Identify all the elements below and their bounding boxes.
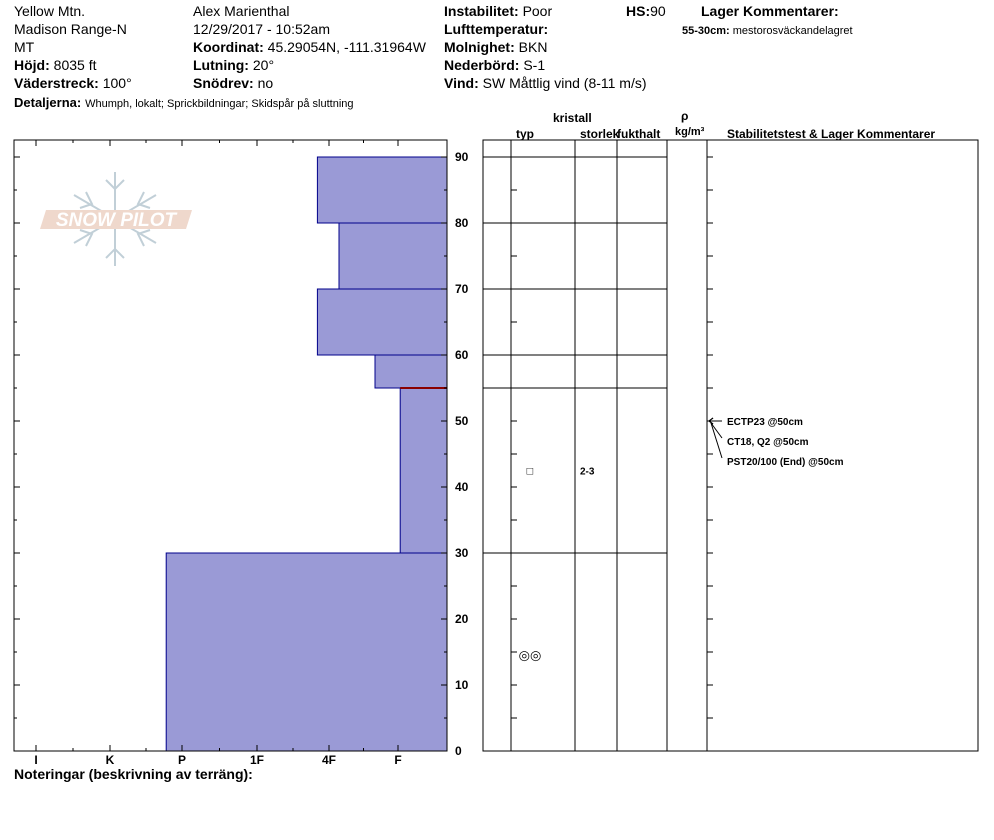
wind-value: SW Måttlig vind (8-11 m/s) — [482, 75, 647, 91]
instability-value: Poor — [522, 3, 553, 19]
drift-label: Snödrev: — [193, 75, 254, 91]
crystal-header: kristall — [553, 111, 592, 125]
x-tick-label: I — [34, 753, 38, 767]
y-tick-label: 0 — [455, 744, 462, 758]
details-value: Whumph, lokalt; Sprickbildningar; Skidspår på sluttning — [85, 98, 354, 110]
hardness-layer — [317, 157, 447, 223]
y-tick-label: 80 — [455, 216, 469, 230]
y-tick-label: 40 — [455, 480, 469, 494]
hardness-layer — [400, 388, 447, 553]
elevation-label: Höjd: — [14, 57, 50, 73]
terrain-notes-label: Noteringar (beskrivning av terräng): — [14, 766, 253, 782]
layer-comment-range: 55-30cm: — [682, 25, 730, 37]
stability-test-label: CT18, Q2 @50cm — [727, 437, 809, 448]
size-header: storlek — [580, 127, 620, 141]
x-tick-label: F — [394, 753, 402, 767]
mountain-range: Madison Range-N — [14, 21, 127, 37]
slope-label: Lutning: — [193, 57, 249, 73]
grain-type-symbol: □ — [526, 465, 534, 478]
stability-test-leader — [711, 423, 722, 438]
hs-label: HS: — [626, 3, 651, 19]
cloud-label: Molnighet: — [444, 39, 515, 55]
rho-header: ρ — [681, 109, 689, 123]
coord-label: Koordinat: — [193, 39, 264, 55]
aspect-value: 100° — [102, 75, 132, 91]
moisture-header: fukthalt — [617, 127, 661, 141]
observer: Alex Marienthal — [193, 3, 290, 19]
instability-label: Instabilitet: — [444, 3, 519, 19]
hardness-layer — [339, 223, 447, 289]
wind-label: Vind: — [444, 75, 479, 91]
temp-label: Lufttemperatur: — [444, 21, 549, 37]
layer-comments-heading: Lager Kommentarer: — [701, 3, 839, 19]
x-tick-label: 1F — [249, 753, 265, 767]
x-tick-label: P — [177, 753, 187, 767]
layer-comment-text: mestorosväckandelagret — [732, 25, 853, 37]
y-tick-label: 90 — [455, 150, 469, 164]
logo-text: SNOW PILOT — [55, 210, 177, 231]
stability-test-label: PST20/100 (End) @50cm — [727, 457, 844, 468]
aspect-label: Väderstreck: — [14, 75, 99, 91]
stability-header: Stabilitetstest & Lager Kommentarer — [727, 127, 936, 141]
location-name: Yellow Mtn. — [14, 3, 86, 19]
precip-value: S-1 — [523, 57, 546, 73]
y-tick-label: 60 — [455, 348, 469, 362]
y-tick-label: 50 — [455, 414, 469, 428]
density-unit-header: kg/m³ — [675, 126, 705, 138]
y-tick-label: 10 — [455, 678, 469, 692]
stability-test-leader — [711, 423, 722, 458]
stability-test-label: ECTP23 @50cm — [727, 417, 803, 428]
type-header: typ — [516, 127, 534, 141]
coord-value: 45.29054N, -111.31964W — [267, 39, 426, 55]
hardness-layer — [166, 553, 447, 751]
drift-value: no — [257, 75, 274, 91]
y-tick-label: 30 — [455, 546, 469, 560]
slope-value: 20° — [252, 57, 275, 73]
snowpilot-logo — [40, 172, 192, 266]
x-tick-label: K — [105, 753, 115, 767]
cloud-value: BKN — [518, 39, 548, 55]
hs-value: 90 — [650, 3, 666, 19]
elevation-value: 8035 ft — [53, 57, 97, 73]
state: MT — [14, 39, 35, 55]
y-tick-label: 70 — [455, 282, 469, 296]
datetime: 12/29/2017 - 10:52am — [193, 21, 330, 37]
y-tick-label: 20 — [455, 612, 469, 626]
grain-type-symbol: ◎◎ — [518, 647, 542, 663]
details-label: Detaljerna: — [14, 95, 82, 110]
precip-label: Nederbörd: — [444, 57, 520, 73]
hardness-layer — [375, 355, 447, 388]
grain-size-label: 2-3 — [580, 466, 595, 478]
hardness-layer — [317, 289, 447, 355]
x-tick-label: 4F — [321, 753, 337, 767]
